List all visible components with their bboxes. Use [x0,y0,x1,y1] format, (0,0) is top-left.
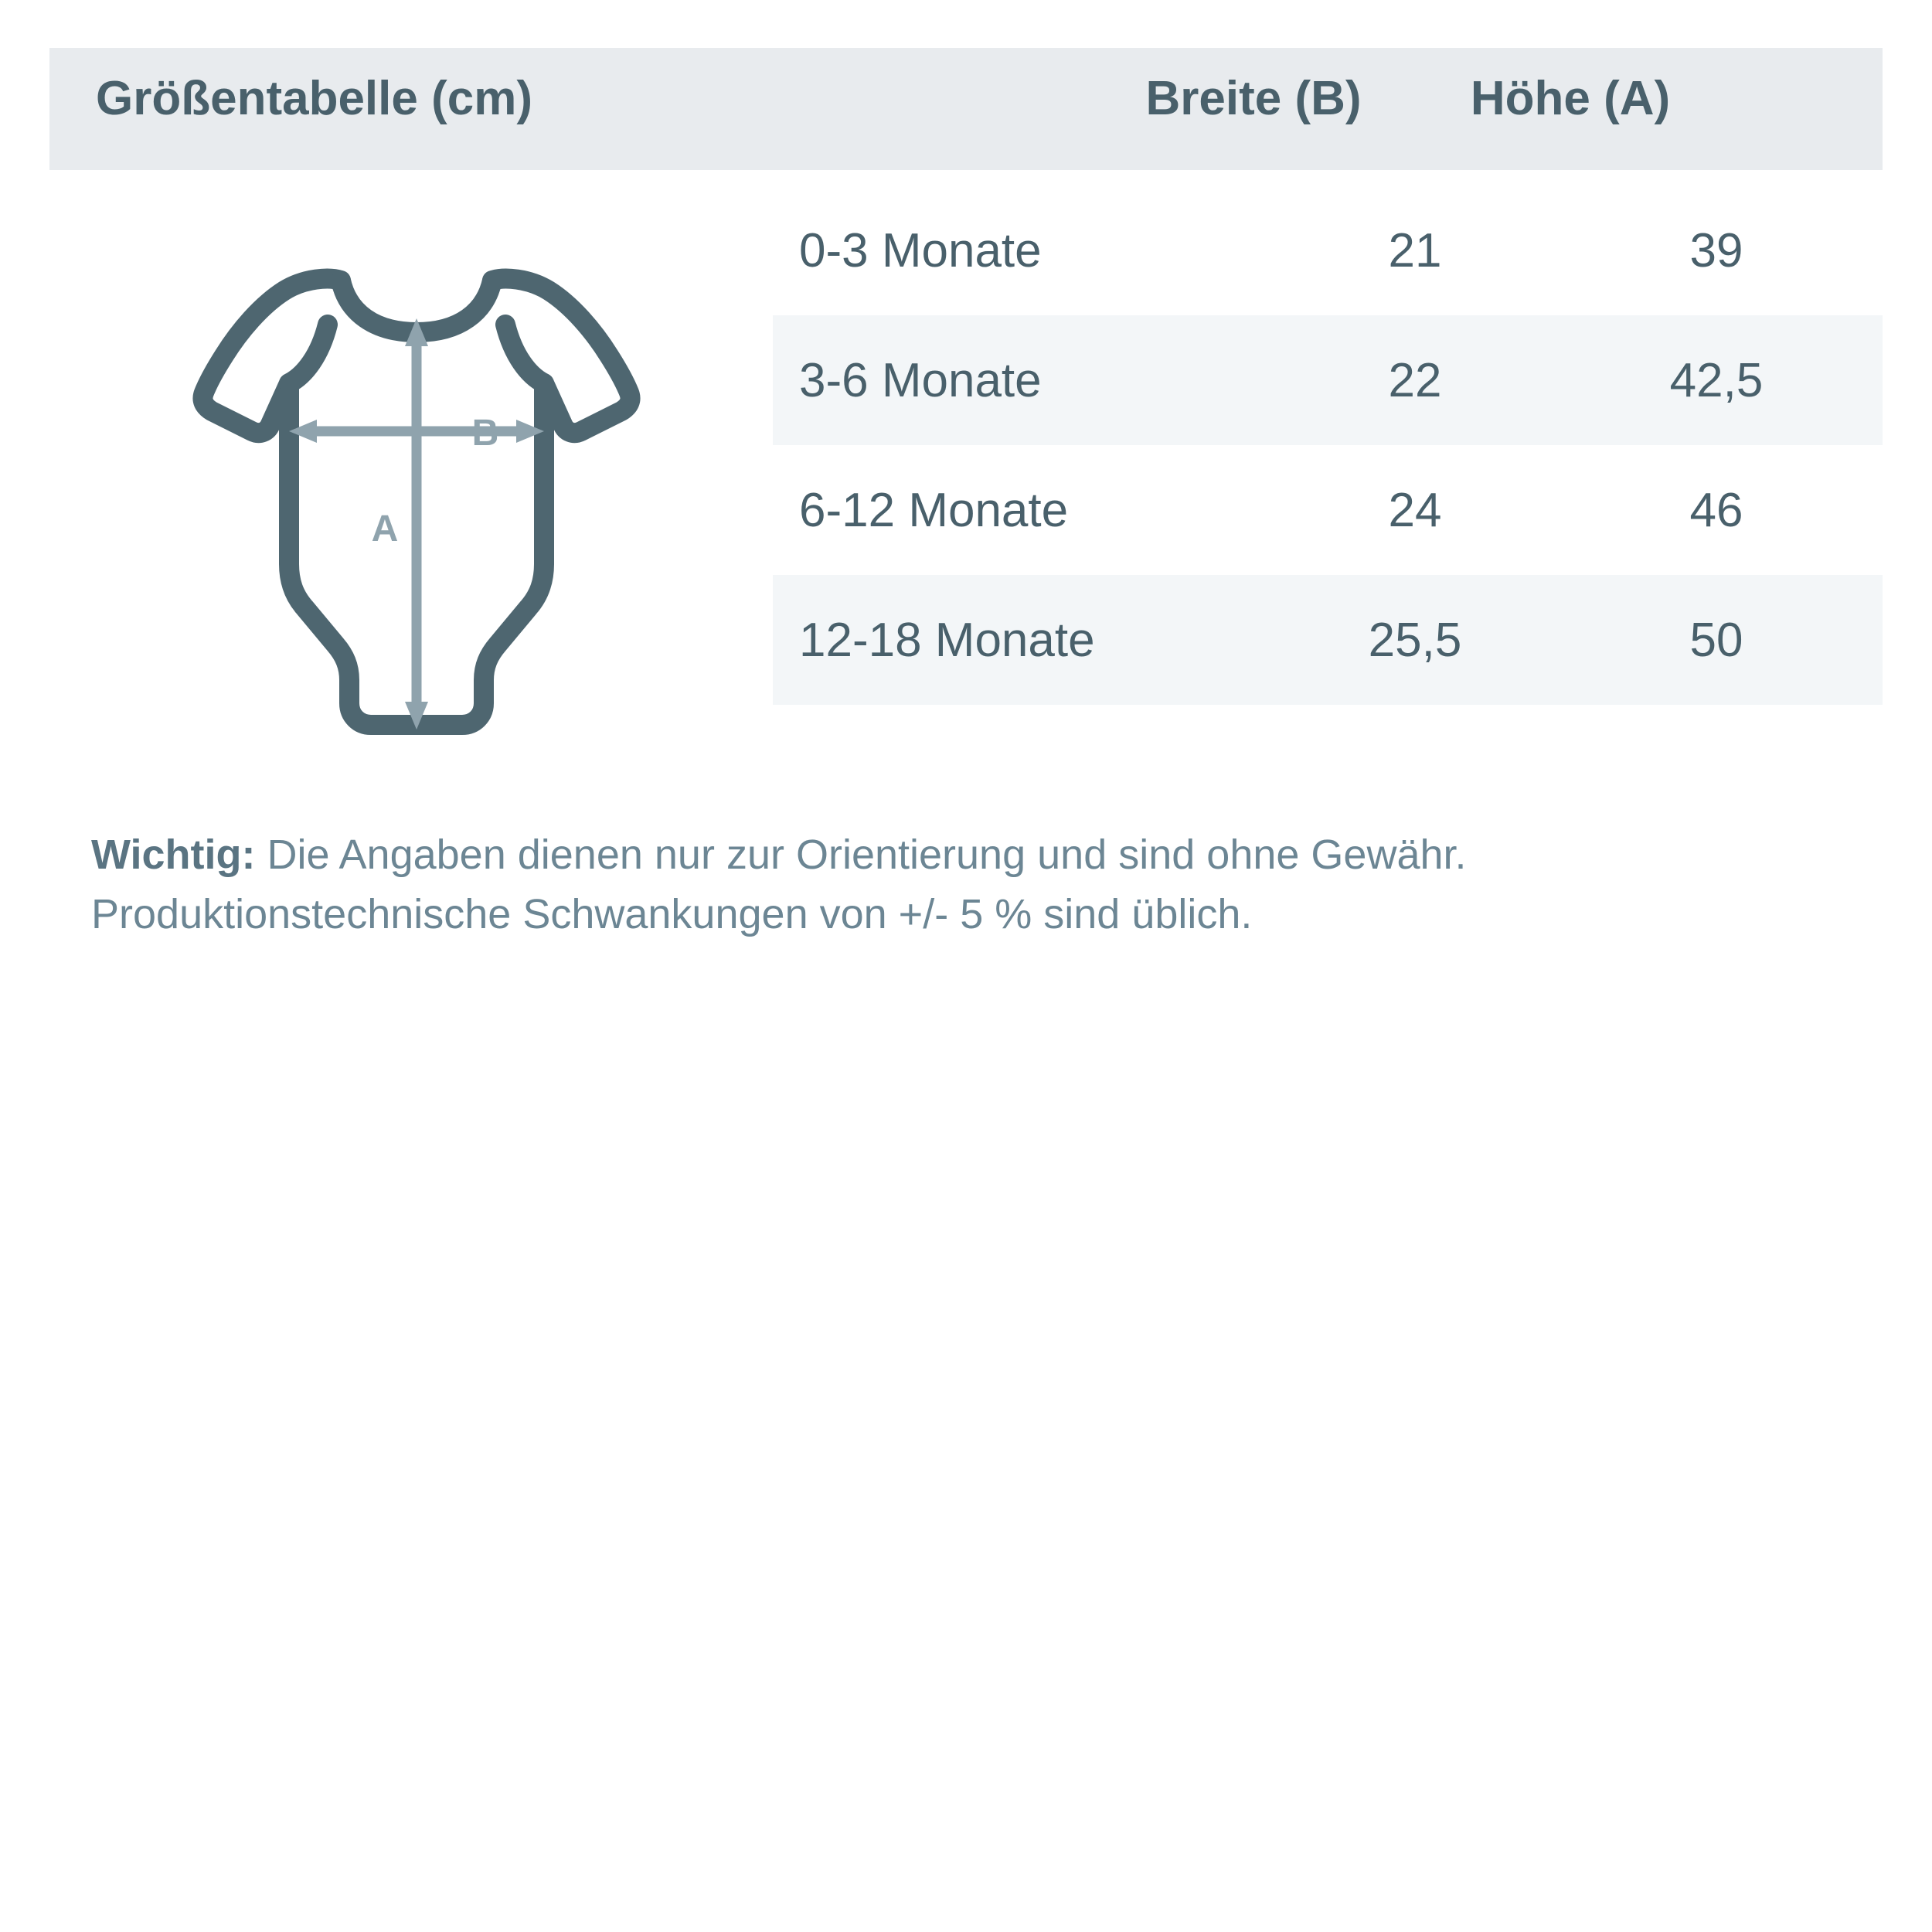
cell-size: 6-12 Monate [799,483,1069,537]
table-row [773,185,1883,315]
column-header-width: Breite (B) [1145,72,1362,125]
cell-width: 24 [1388,483,1442,537]
diagram-label-height: A [371,509,399,549]
cell-height: 42,5 [1669,353,1764,407]
disclaimer-lead: Wichtig: [91,832,256,878]
cell-size: 12-18 Monate [799,613,1095,667]
bodysuit-diagram [153,232,679,773]
disclaimer-text: Die Angaben dienen nur zur Orientierung und sind ohne Gewähr. Produktionstechnische Schwankungen von +/- 5 % sind üblich. [91,832,1467,937]
disclaimer-note [91,825,1845,944]
table-row [773,445,1883,575]
cell-width: 21 [1388,223,1442,277]
cell-height: 50 [1689,613,1743,667]
cell-size: 3-6 Monate [799,353,1042,407]
table-row [773,315,1883,445]
cell-size: 0-3 Monate [799,223,1042,277]
cell-height: 46 [1689,483,1743,537]
page-title: Größentabelle (cm) [96,72,532,125]
column-header-height: Höhe (A) [1470,72,1671,125]
cell-width: 22 [1388,353,1442,407]
size-table [773,185,1883,705]
table-row [773,575,1883,705]
cell-height: 39 [1689,223,1743,277]
diagram-label-width: B [471,413,499,454]
cell-width: 25,5 [1368,613,1462,667]
